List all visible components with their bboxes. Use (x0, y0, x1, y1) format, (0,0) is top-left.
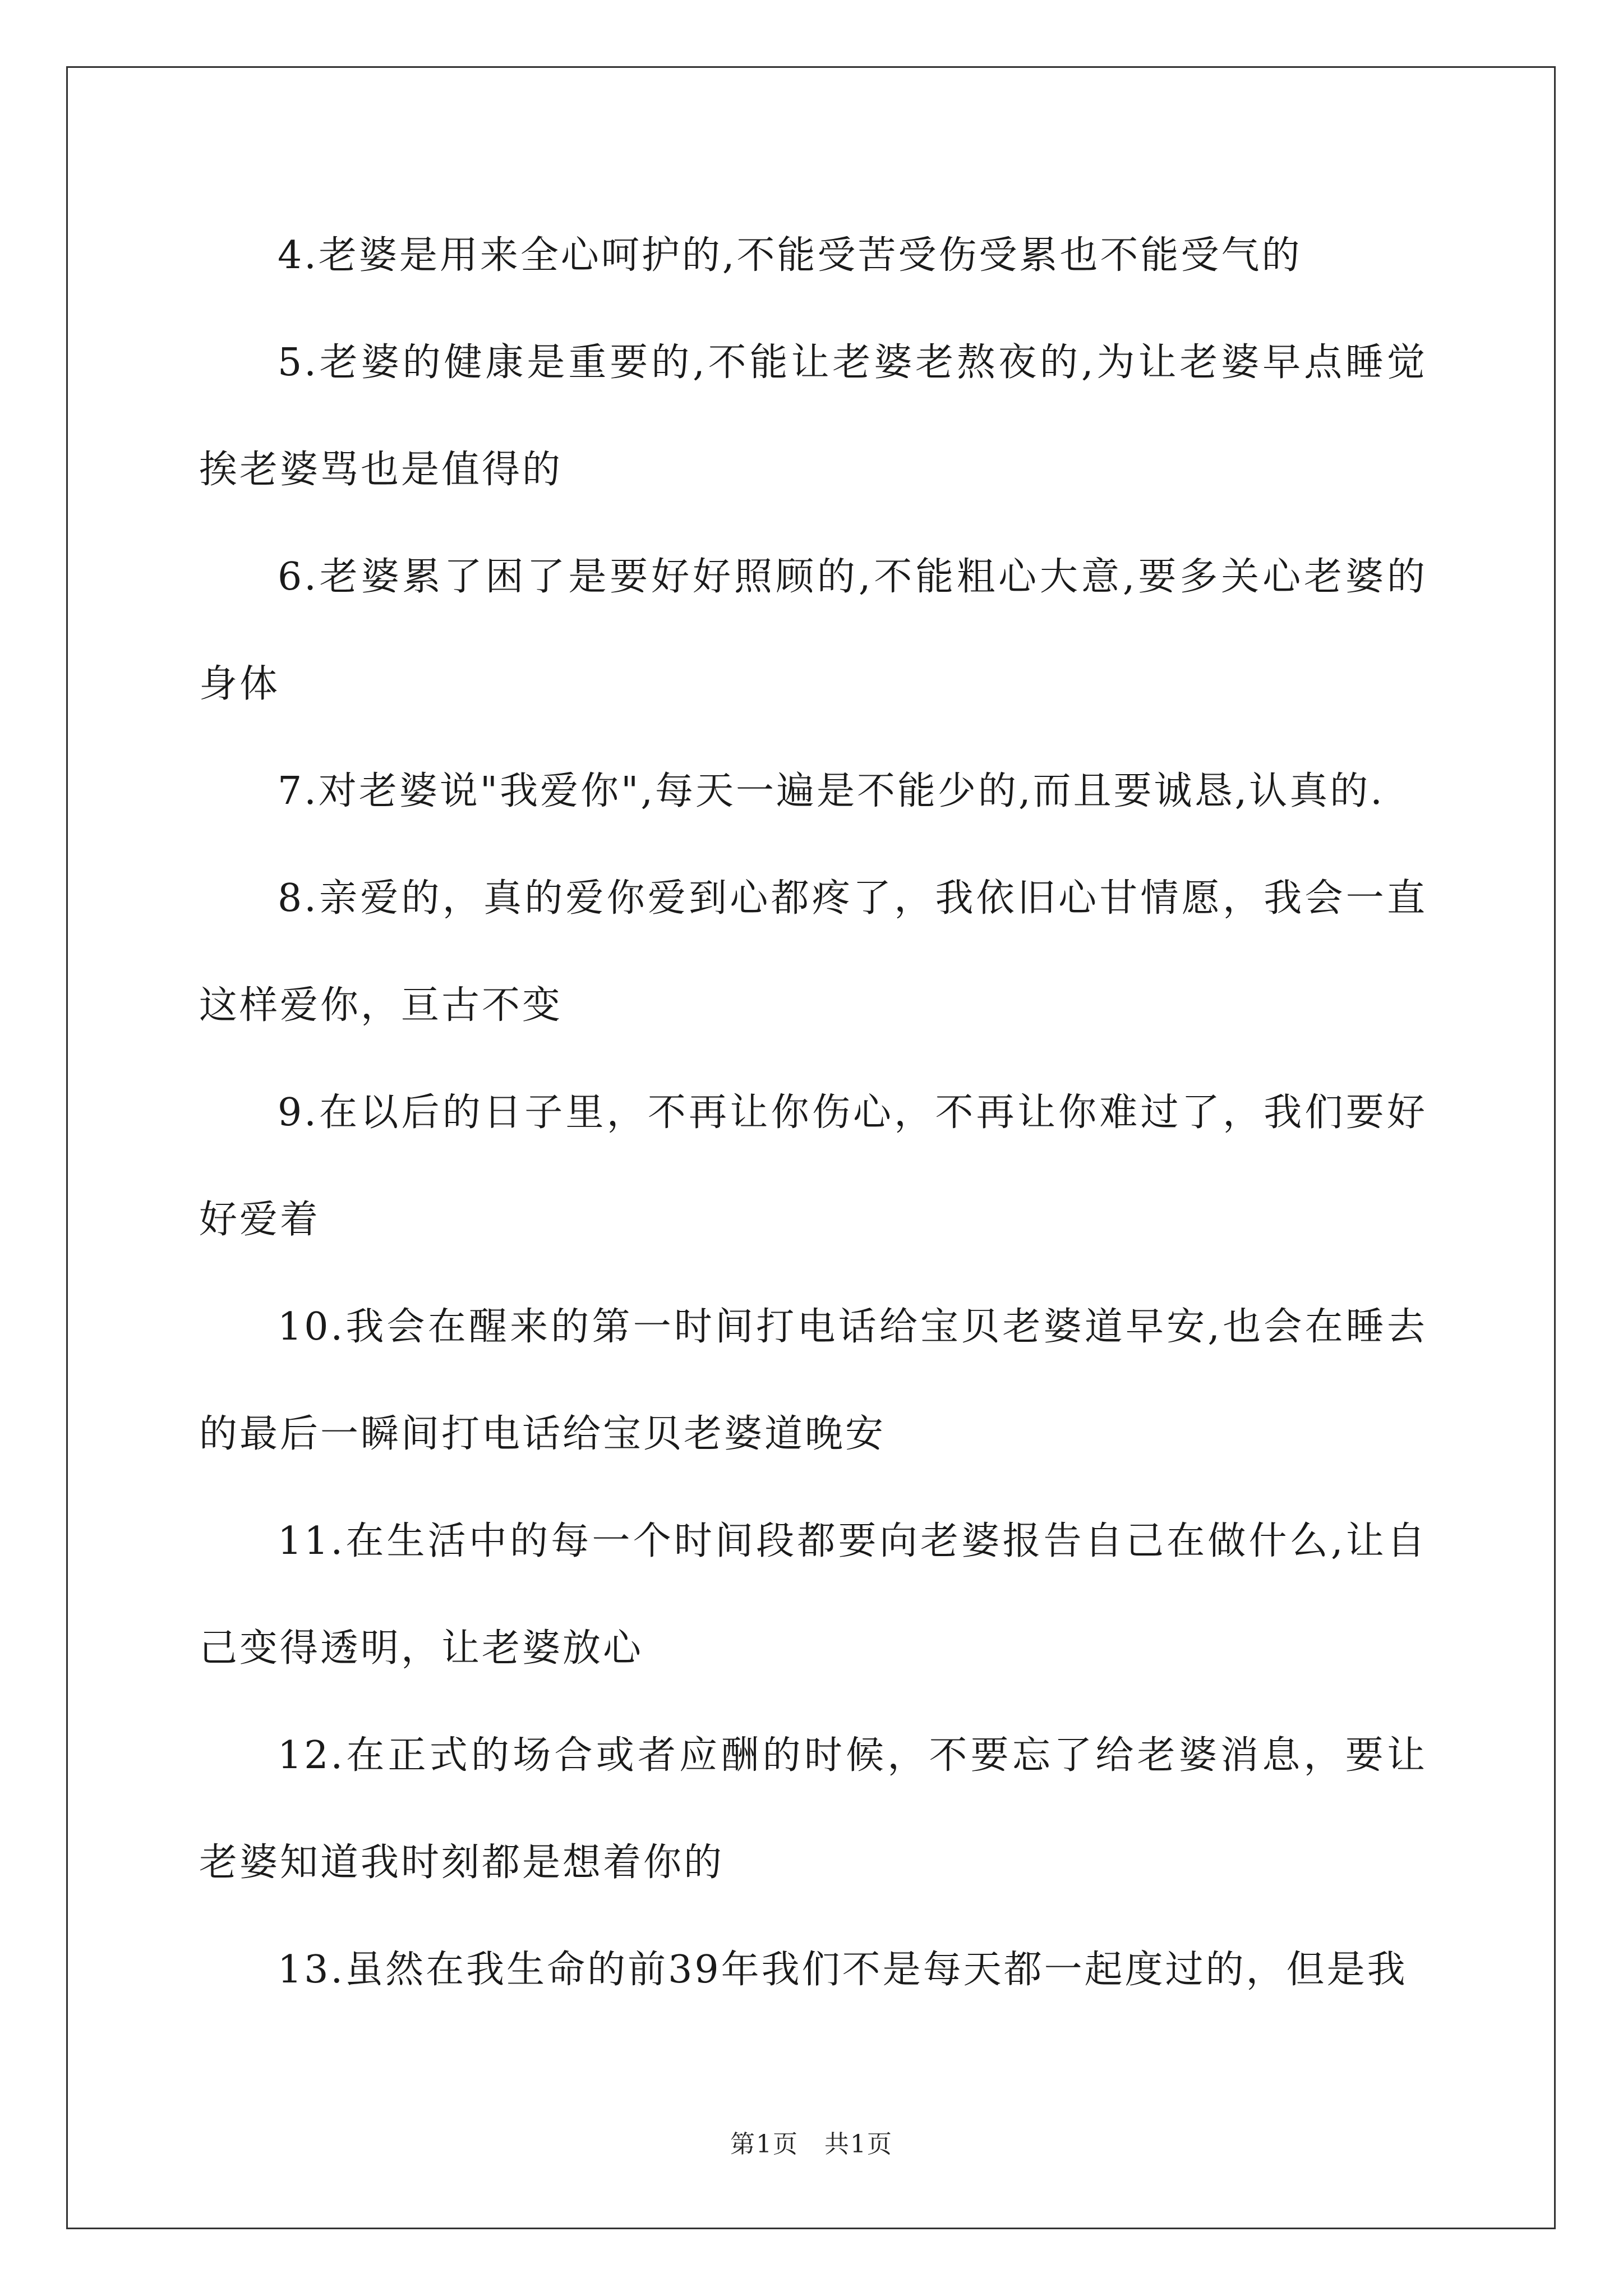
paragraph-13: 13.虽然在我生命的前39年我们不是每天都一起度过的，但是我 (278, 1948, 1408, 1992)
paragraph-8: 8.亲爱的，真的爱你爱到心都疼了，我依旧心甘情愿，我会一直这样爱你，亘古不变 (199, 876, 1427, 1028)
document-body (199, 202, 1427, 2023)
page-number-total: 共1页 (824, 2130, 893, 2159)
page-number-current: 第1页 (730, 2130, 799, 2159)
paragraph-12: 12.在正式的场合或者应酬的时候，不要忘了给老婆消息，要让老婆知道我时刻都是想着你的 (199, 1733, 1427, 1885)
paragraph-9: 9.在以后的日子里，不再让你伤心，不再让你难过了，我们要好好爱着 (199, 1091, 1427, 1242)
paragraph-6: 6.老婆累了困了是要好好照顾的,不能粗心大意,要多关心老婆的身体 (199, 555, 1427, 706)
paragraph-10: 10.我会在醒来的第一时间打电话给宝贝老婆道早安,也会在睡去的最后一瞬间打电话给宝贝老婆道晚安 (199, 1305, 1427, 1456)
page-footer (0, 2124, 1623, 2160)
paragraph-4: 4.老婆是用来全心呵护的,不能受苦受伤受累也不能受气的 (278, 233, 1302, 278)
paragraph-7: 7.对老婆说"我爱你",每天一遍是不能少的,而且要诚恳,认真的. (278, 769, 1385, 813)
paragraph-5: 5.老婆的健康是重要的,不能让老婆老熬夜的,为让老婆早点睡觉挨老婆骂也是值得的 (199, 341, 1427, 492)
paragraph-11: 11.在生活中的每一个时间段都要向老婆报告自己在做什么,让自己变得透明，让老婆放心 (199, 1519, 1427, 1671)
